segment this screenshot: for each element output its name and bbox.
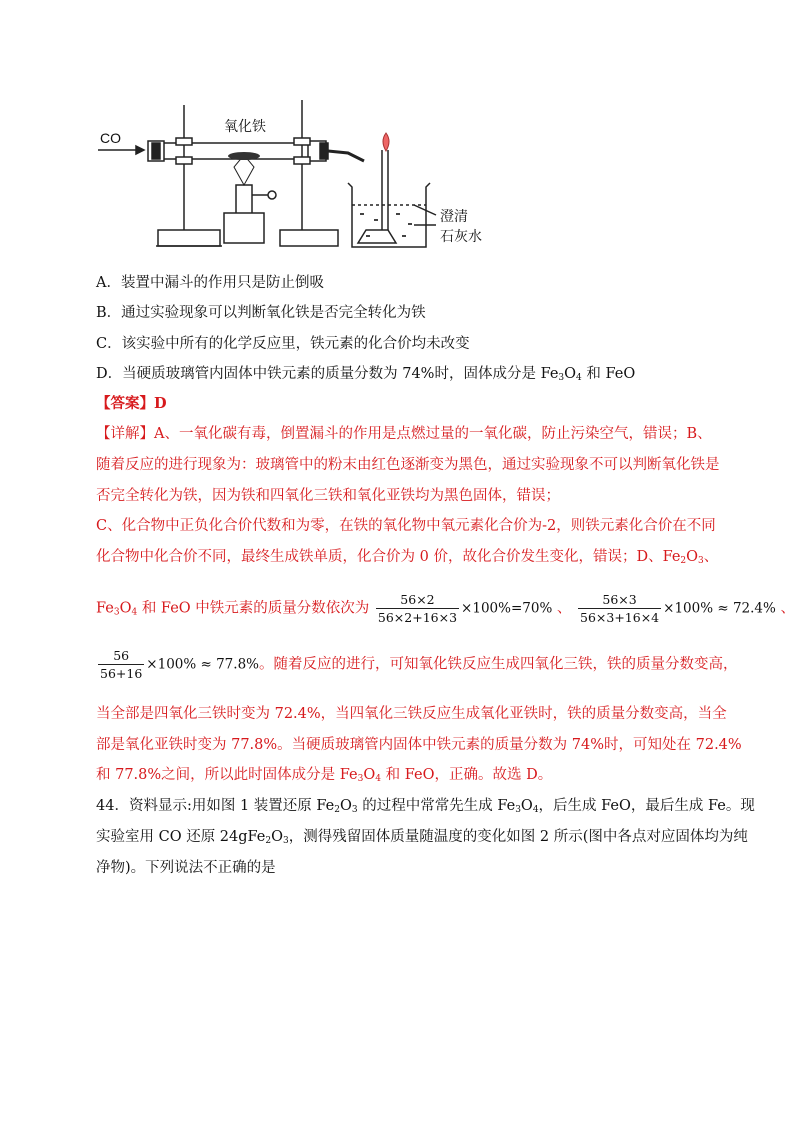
fraction-1-tail: ×100%=70%	[461, 600, 553, 617]
detail-line-3: 否完全转化为铁，因为铁和四氧化三铁和氧化亚铁均为黑色固体，错误；	[96, 488, 560, 504]
detail-line-9: 部是氧化亚铁时变为 77.8%。当硬质玻璃管内固体中铁元素的质量分数为 74%时，可知处在 72.4%	[96, 737, 742, 753]
sub: 3	[283, 836, 289, 846]
q44-line-1	[96, 796, 755, 816]
sub: 2	[265, 836, 272, 846]
q44-l1-e: ，后生成 FeO，最后生成 Fe。现	[538, 798, 755, 814]
detail-line-4: C、化合物中正负化合价代数和为零，在铁的氧化物中氧元素化合价为-2，则铁元素化合价在不同	[96, 518, 716, 534]
fraction-2-tail: ×100% ≈ 72.4%	[663, 600, 776, 617]
fraction-3-num: 56	[98, 648, 144, 665]
q44-line-3: 净物)。下列说法不正确的是	[96, 860, 276, 876]
q44-l2-c: ，测得残留固体质量随温度的变化如图 2 所示(图中各点对应固体均为纯	[288, 829, 748, 845]
iron-oxide-label: 氧化铁	[224, 119, 266, 135]
detail-l10-pre: 和 77.8%之间，所以此时固体成分是 Fe	[96, 767, 358, 783]
detail-line-7	[96, 648, 737, 681]
sub: 4	[532, 805, 539, 815]
option-d	[96, 364, 635, 384]
sub: 4	[576, 373, 582, 383]
sub: 3	[113, 607, 120, 618]
detail-l7-text: 。随着反应的进行，可知氧化铁反应生成四氧化三铁，铁的质量分数变高，	[258, 656, 738, 673]
limewater-label-1: 澄清	[440, 209, 468, 225]
detail-line-10	[96, 765, 552, 785]
detail-line-5-text: 化合物中化合价不同，最终生成铁单质，化合价为 0 价，故化合价发生变化，错误；D、Fe	[96, 549, 681, 565]
detail-line-8: 当全部是四氧化三铁时变为 72.4%，当四氧化三铁反应生成氧化亚铁时，铁的质量分数变高，当全	[96, 706, 727, 722]
q44-l1-a: 44．资料显示:用如图 1 装置还原 Fe	[96, 798, 335, 814]
option-d-pre: D．当硬质玻璃管内固体中铁元素的质量分数为 74%时，固体成分是 Fe	[96, 366, 559, 382]
fraction-2-num: 56×3	[578, 592, 661, 609]
limewater-label-2: 石灰水	[440, 229, 482, 245]
sub: 3	[558, 373, 565, 383]
detail-line-2: 随着反应的进行现象为：玻璃管中的粉末由红色逐渐变为黑色，通过实验现象不可以判断氧化铁是	[96, 457, 720, 473]
separator: 、	[780, 600, 795, 617]
fraction-1-den: 56×2+16×3	[377, 610, 458, 625]
option-a: A．装置中漏斗的作用只是防止倒吸	[96, 275, 324, 291]
answer: 【答案】D	[96, 395, 167, 412]
option-d-mid: O	[564, 366, 577, 382]
q44-l1-b: O	[339, 798, 352, 814]
detail-l6-mid: O	[119, 600, 132, 617]
option-c: C．该实验中所有的化学反应里，铁元素的化合价均未改变	[96, 336, 470, 352]
sub: 2	[334, 805, 340, 815]
fraction-3-tail: ×100% ≈ 77.8%	[146, 656, 259, 673]
detail-l10-post: 和 FeO，正确。故选 D。	[381, 767, 553, 783]
apparatus-figure	[96, 95, 516, 270]
detail-line-6	[96, 592, 795, 625]
fraction-3-den: 56+16	[100, 666, 143, 681]
detail-l10-mid: O	[363, 767, 376, 783]
q44-l2-a: 实验室用 CO 还原 24gFe	[96, 829, 266, 845]
sub: 2	[680, 556, 687, 566]
detail-line-5	[96, 547, 718, 567]
sub: 4	[131, 607, 138, 618]
sub: 3	[357, 774, 364, 784]
detail-line-5-mid: O	[686, 549, 699, 565]
q44-l1-c: 的过程中常常先生成 Fe	[357, 798, 516, 814]
detail-l6-pre: Fe	[96, 600, 114, 617]
option-b: B．通过实验现象可以判断氧化铁是否完全转化为铁	[96, 305, 426, 321]
fraction-2-den: 56×3+16×4	[580, 610, 660, 625]
fraction-1-num: 56×2	[376, 592, 459, 609]
detail-line-1: 【详解】A、一氧化碳有毒，倒置漏斗的作用是点燃过量的一氧化碳，防止污染空气，错误；B、	[96, 426, 712, 442]
detail-l6-text: 和 FeO 中铁元素的质量分数依次为	[137, 600, 370, 617]
sub: 3	[351, 805, 358, 815]
q44-line-2	[96, 827, 748, 847]
q44-l1-d: O	[520, 798, 533, 814]
separator: 、	[556, 600, 572, 617]
fraction-3	[98, 648, 144, 681]
sub: 4	[375, 774, 381, 784]
co-label: CO	[100, 130, 121, 146]
option-d-post: 和 FeO	[581, 366, 636, 382]
sub: 3	[698, 556, 704, 566]
fraction-1	[376, 592, 459, 625]
fraction-2	[578, 592, 661, 625]
sub: 3	[515, 805, 521, 815]
detail-line-5-end: 、	[703, 549, 719, 565]
q44-l2-b: O	[271, 829, 284, 845]
